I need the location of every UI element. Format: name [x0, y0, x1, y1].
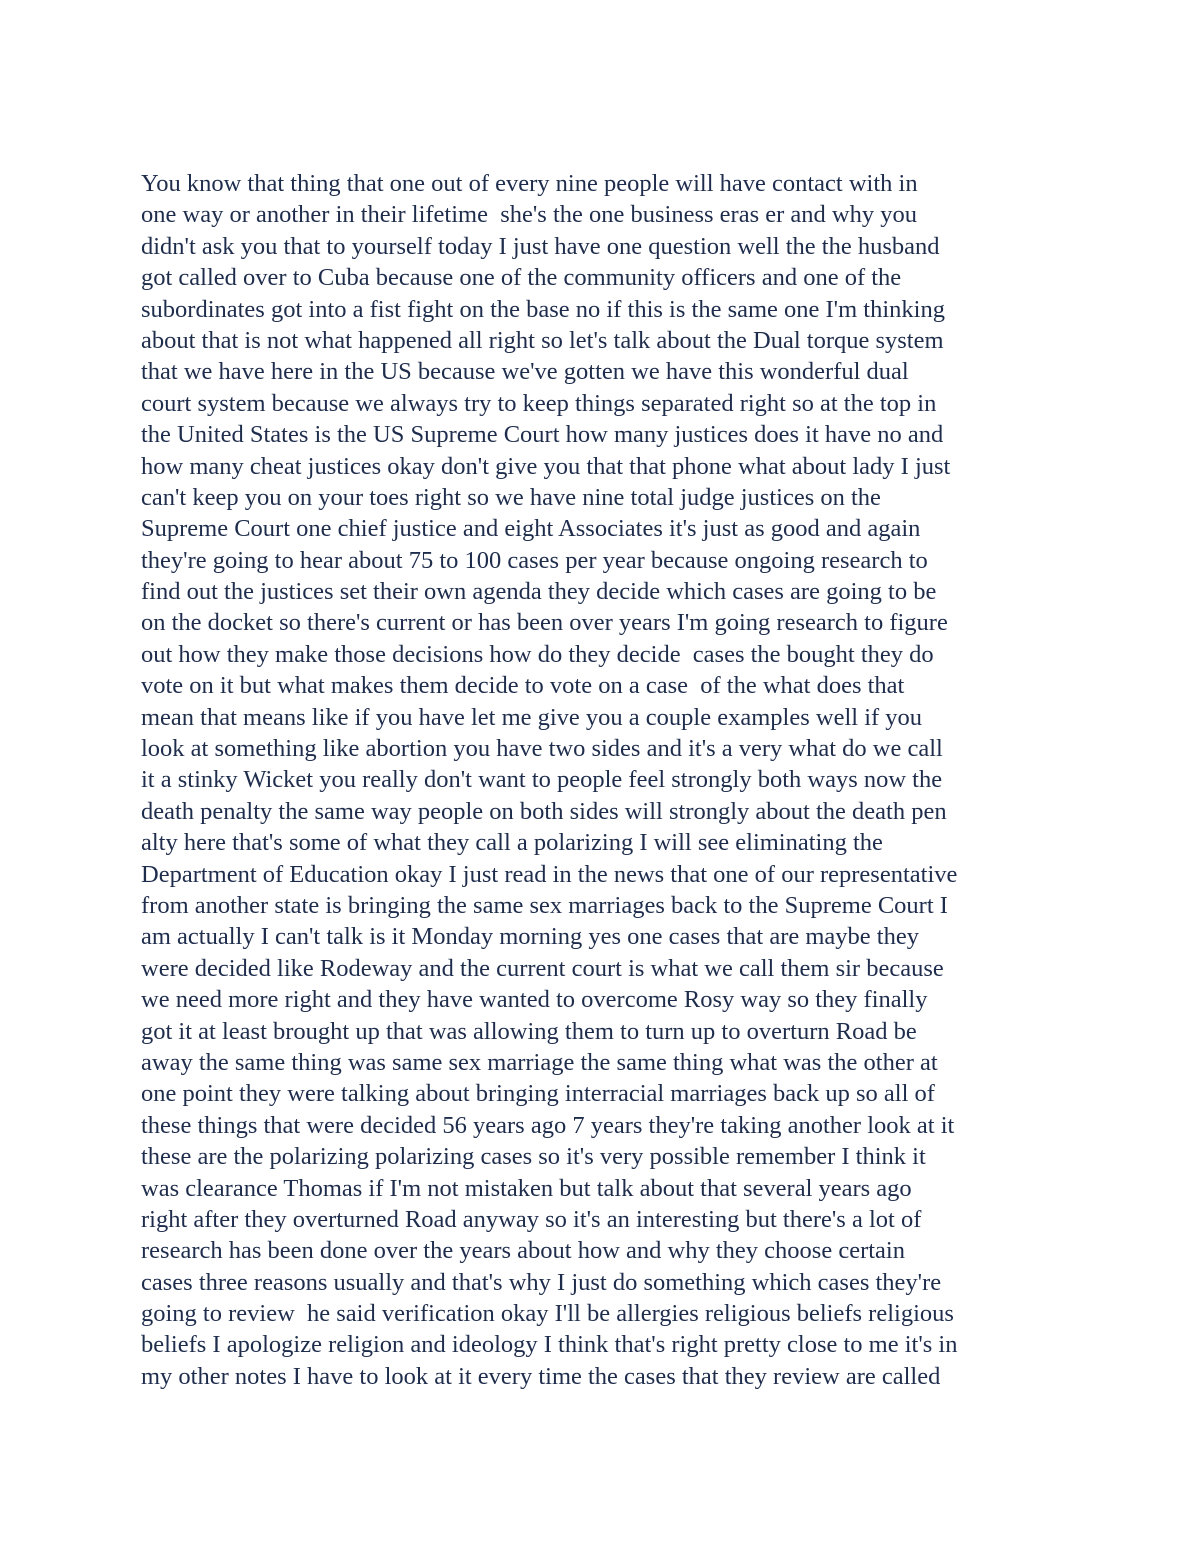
text-line: away the same thing was same sex marriage the same thing what was the other at: [141, 1048, 938, 1076]
text-line: subordinates got into a fist fight on the base no if this is the same one I'm thinking: [141, 295, 945, 323]
text-line: one point they were talking about bringing interracial marriages back up so all of: [141, 1080, 935, 1108]
text-line: didn't ask you that to yourself today I just have one question well the the husband: [141, 232, 940, 260]
text-line: how many cheat justices okay don't give you that that phone what about lady I just: [141, 452, 951, 480]
text-line: that we have here in the US because we've gotten we have this wonderful dual: [141, 358, 909, 386]
text-line: research has been done over the years about how and why they choose certain: [141, 1237, 905, 1265]
text-line: mean that means like if you have let me give you a couple examples well if you: [141, 703, 923, 731]
text-line: from another state is bringing the same sex marriages back to the Supreme Court I: [141, 891, 948, 919]
transcript-text: [141, 168, 1081, 1392]
text-line: Department of Education okay I just read in the news that one of our representative: [141, 860, 958, 888]
text-line: these are the polarizing polarizing cases so it's very possible remember I think it: [141, 1143, 926, 1171]
text-line: got called over to Cuba because one of the community officers and one of the: [141, 264, 902, 292]
text-line: they're going to hear about 75 to 100 cases per year because ongoing research to: [141, 546, 928, 574]
text-line: cases three reasons usually and that's why I just do something which cases they're: [141, 1268, 942, 1296]
text-line: these things that were decided 56 years ago 7 years they're taking another look at it: [141, 1111, 955, 1139]
text-line: out how they make those decisions how do they decide cases the bought they do: [141, 640, 934, 668]
text-line: about that is not what happened all right so let's talk about the Dual torque system: [141, 326, 944, 354]
text-line: alty here that's some of what they call a polarizing I will see eliminating the: [141, 829, 883, 857]
text-line: the United States is the US Supreme Court how many justices does it have no and: [141, 421, 944, 449]
text-line: You know that thing that one out of every nine people will have contact with in: [141, 170, 918, 197]
text-line: death penalty the same way people on both sides will strongly about the death pen: [141, 797, 947, 825]
text-line: court system because we always try to keep things separated right so at the top in: [141, 389, 937, 417]
text-line: can't keep you on your toes right so we have nine total judge justices on the: [141, 483, 881, 511]
text-line: Supreme Court one chief justice and eight Associates it's just as good and again: [141, 515, 921, 543]
text-line: right after they overturned Road anyway so it's an interesting but there's a lot of: [141, 1205, 922, 1233]
text-line: vote on it but what makes them decide to vote on a case of the what does that: [141, 672, 905, 700]
text-line: was clearance Thomas if I'm not mistaken but talk about that several years ago: [141, 1174, 912, 1202]
text-line: one way or another in their lifetime she's the one business eras er and why you: [141, 201, 917, 229]
text-line: find out the justices set their own agenda they decide which cases are going to be: [141, 578, 937, 606]
text-line: going to review he said verification okay I'll be allergies religious beliefs religious: [141, 1300, 954, 1328]
text-line: it a stinky Wicket you really don't want to people feel strongly both ways now the: [141, 766, 943, 794]
text-line: am actually I can't talk is it Monday morning yes one cases that are maybe they: [141, 923, 919, 951]
text-line: look at something like abortion you have two sides and it's a very what do we call: [141, 735, 943, 763]
text-line: my other notes I have to look at it every time the cases that they review are called: [141, 1362, 941, 1390]
text-line: on the docket so there's current or has been over years I'm going research to figure: [141, 609, 948, 637]
text-line: beliefs I apologize religion and ideology I think that's right pretty close to me it's in: [141, 1331, 958, 1359]
text-line: got it at least brought up that was allowing them to turn up to overturn Road be: [141, 1017, 917, 1045]
text-line: were decided like Rodeway and the current court is what we call them sir because: [141, 954, 944, 982]
text-line: we need more right and they have wanted to overcome Rosy way so they finally: [141, 986, 928, 1014]
